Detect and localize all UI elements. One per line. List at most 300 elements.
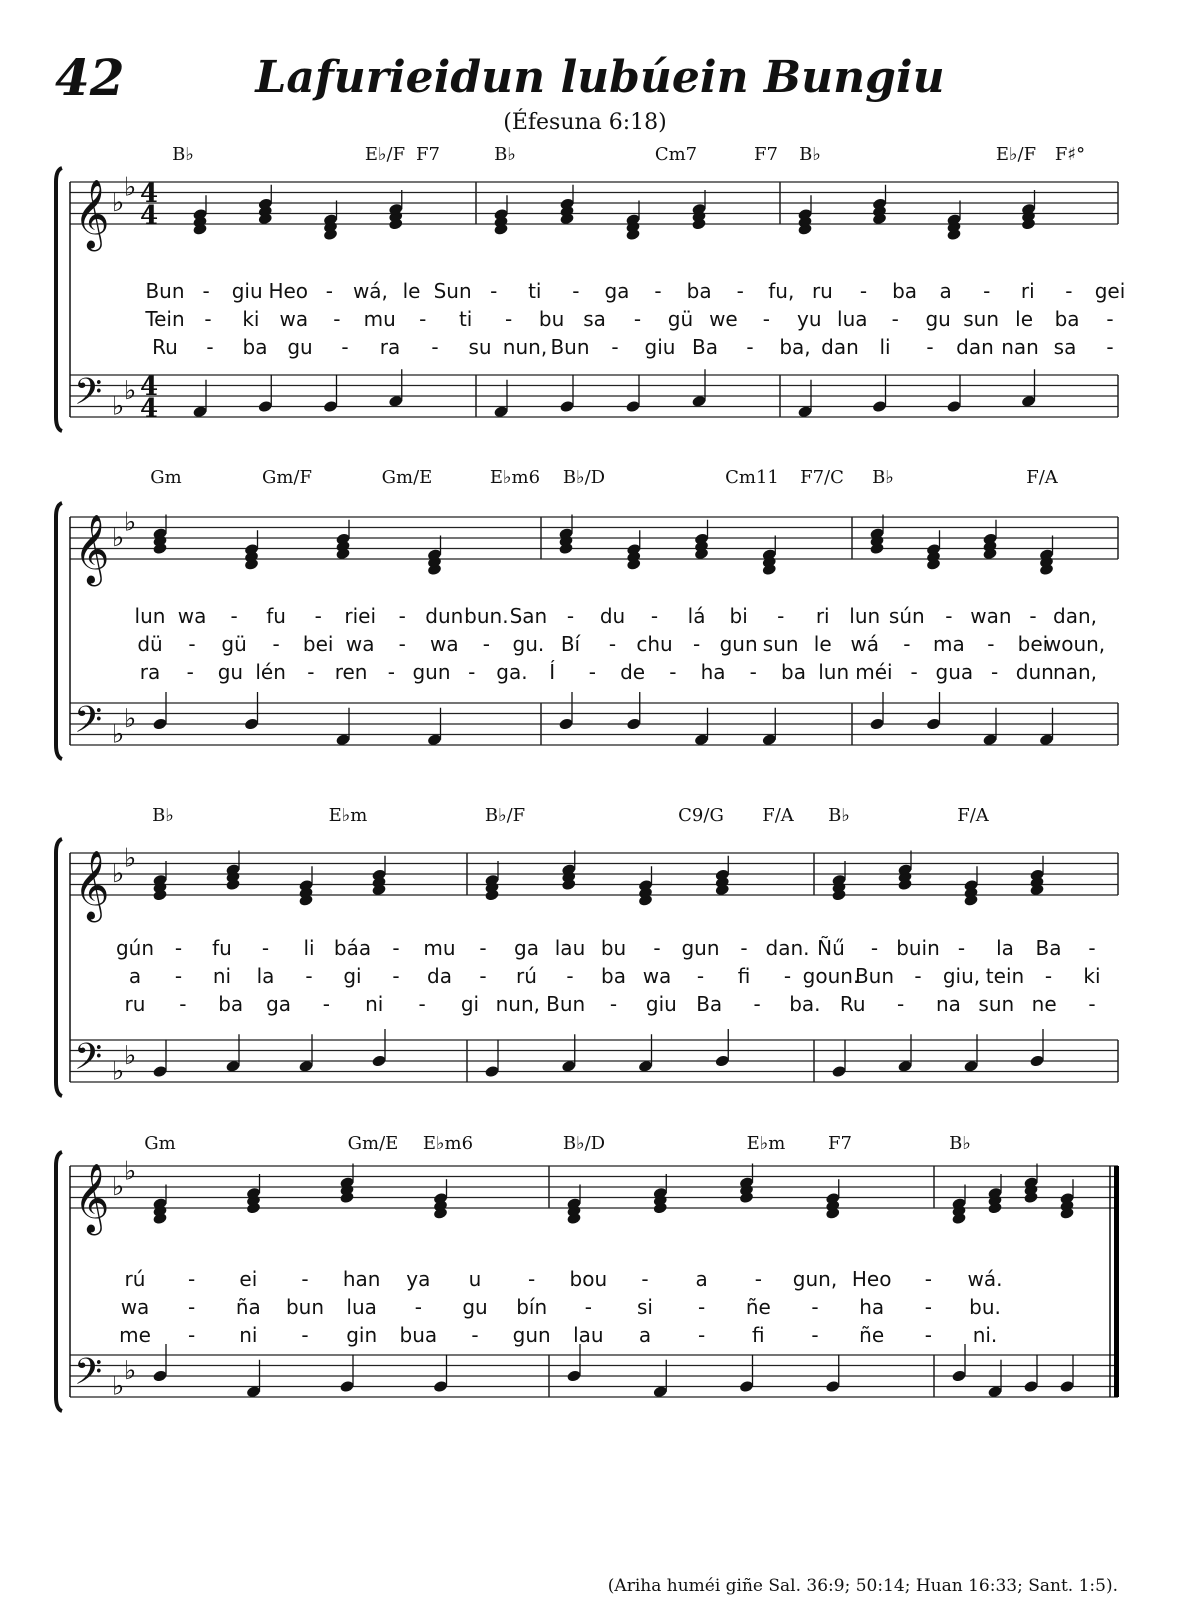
lyric-syllable: Sun — [433, 279, 472, 303]
lyric-syllable: ga — [604, 279, 630, 303]
chord-symbol: Gm/E — [347, 1133, 399, 1154]
lyric-hyphen: - — [608, 632, 617, 656]
chord-symbol: B♭ — [494, 144, 516, 165]
lyric-hyphen: - — [419, 307, 427, 331]
lyric-syllable: sun — [762, 632, 799, 656]
lyric-hyphen: - — [387, 660, 395, 684]
treble-clef: 𝄞 — [74, 850, 110, 920]
lyric-syllable: gu — [217, 660, 244, 684]
lyric-syllable: nun, — [502, 335, 548, 359]
key-flat: ♭ — [124, 1040, 137, 1071]
lyric-syllable: ñe — [745, 1295, 771, 1319]
chord-symbol: E♭/F — [995, 144, 1037, 165]
lyric-syllable: lun — [134, 604, 166, 628]
lyric-hyphen: - — [754, 1267, 762, 1291]
key-flat: ♭ — [124, 1355, 137, 1386]
lyric-hyphen: - — [611, 335, 619, 359]
key-flat: ♭ — [124, 1156, 137, 1187]
lyric-hyphen: - — [983, 279, 991, 303]
lyric-hyphen: - — [186, 660, 194, 684]
lyric-syllable: bu — [538, 307, 565, 331]
lyric-syllable: lua — [837, 307, 868, 331]
lyric-syllable: Ba — [1035, 936, 1062, 960]
chord-symbol: B♭/D — [562, 1133, 606, 1154]
lyric-hyphen: - — [188, 632, 196, 656]
lyric-syllable: lua — [346, 1295, 377, 1319]
lyric-syllable: Ñű — [817, 936, 845, 960]
lyric-syllable: ga — [266, 992, 292, 1016]
lyric-hyphen: - — [903, 632, 911, 656]
lyric-hyphen: - — [188, 1295, 196, 1319]
lyric-syllable: wa — [430, 632, 459, 656]
lyric-hyphen: - — [926, 335, 934, 359]
lyric-hyphen: - — [811, 1295, 819, 1319]
lyric-syllable: giu — [644, 335, 676, 359]
lyric-syllable: mu — [423, 936, 456, 960]
scripture-reference: (Éfesuna 6:18) — [503, 110, 667, 135]
chord-symbol: F/A — [762, 805, 794, 826]
lyric-syllable: fu, — [768, 279, 795, 303]
lyric-syllable: nan — [1001, 335, 1039, 359]
lyric-syllable: ri — [1020, 279, 1035, 303]
hymn-number: 42 — [55, 48, 125, 107]
lyric-syllable: we — [709, 307, 738, 331]
chord-symbol: Gm — [150, 467, 182, 488]
lyric-syllable: gun — [412, 660, 451, 684]
chord-symbol: B♭ — [172, 144, 194, 165]
lyric-syllable: wa — [177, 604, 207, 628]
lyric-hyphen: - — [431, 335, 439, 359]
lyric-hyphen: - — [736, 279, 744, 303]
lyric-hyphen: - — [272, 632, 280, 656]
lyric-syllable: wa — [345, 632, 375, 656]
lyric-syllable: sún — [888, 604, 925, 628]
lyric-hyphen: - — [261, 936, 270, 960]
chord-symbol: F7 — [828, 1133, 852, 1154]
lyric-syllable: goun. — [802, 964, 860, 988]
lyric-syllable: ra — [139, 660, 161, 684]
lyric-hyphen: - — [479, 936, 487, 960]
chord-symbol: F7 — [416, 144, 440, 165]
lyric-syllable: dü — [137, 632, 163, 656]
lyric-hyphen: - — [505, 307, 513, 331]
lyric-syllable: nan, — [1053, 660, 1097, 684]
lyric-syllable: ha — [859, 1295, 885, 1319]
lyric-syllable: Heo — [851, 1267, 892, 1291]
lyric-hyphen: - — [174, 936, 183, 960]
lyric-syllable: ni — [239, 1323, 258, 1347]
lyric-hyphen: - — [859, 279, 868, 303]
chord-symbol: E♭/F — [364, 144, 406, 165]
lyric-syllable: bou — [569, 1267, 608, 1291]
key-flat: ♭ — [112, 523, 125, 553]
lyric-syllable: bín — [516, 1295, 548, 1319]
lyric-hyphen: - — [392, 964, 400, 988]
lyric-syllable: ba — [686, 279, 712, 303]
key-flat: ♭ — [124, 507, 137, 538]
lyric-hyphen: - — [746, 335, 754, 359]
lyric-hyphen: - — [987, 632, 995, 656]
system-bracket — [56, 839, 62, 1096]
lyric-syllable: wa — [279, 307, 309, 331]
time-sig-top: 4 — [140, 372, 159, 402]
lyric-syllable: dun — [1015, 660, 1054, 684]
lyric-syllable: sun — [978, 992, 1015, 1016]
chord-symbol: Gm/E — [381, 467, 433, 488]
time-sig-top: 4 — [140, 179, 159, 209]
lyric-hyphen: - — [174, 964, 183, 988]
lyric-hyphen: - — [301, 1267, 309, 1291]
lyric-hyphen: - — [566, 604, 575, 628]
lyric-syllable: u — [468, 1267, 482, 1291]
lyric-syllable: ki — [242, 307, 260, 331]
key-flat: ♭ — [124, 703, 137, 734]
lyric-syllable: Ru — [839, 992, 866, 1016]
system-bracket — [56, 1152, 62, 1411]
lyric-hyphen: - — [633, 307, 642, 331]
chord-symbol: E♭m6 — [422, 1133, 474, 1154]
lyric-syllable: gun — [719, 632, 758, 656]
lyric-syllable: ri — [815, 604, 830, 628]
lyric-hyphen: - — [325, 279, 333, 303]
bass-clef: 𝄢 — [74, 371, 103, 422]
lyric-syllable: su — [468, 335, 492, 359]
lyric-syllable: ru — [811, 279, 833, 303]
lyric-hyphen: - — [924, 1267, 932, 1291]
key-flat: ♭ — [112, 719, 125, 750]
lyric-hyphen: - — [957, 936, 966, 960]
chord-symbol: Cm11 — [725, 467, 779, 488]
key-flat: ♭ — [124, 375, 137, 406]
lyric-syllable: lun — [818, 660, 850, 684]
lyric-syllable: lau — [573, 1323, 604, 1347]
lyric-syllable: nun, — [495, 992, 540, 1016]
lyric-syllable: ba — [218, 992, 244, 1016]
lyric-hyphen: - — [206, 335, 214, 359]
lyric-syllable: rú — [124, 1267, 146, 1291]
lyric-syllable: San — [509, 604, 548, 628]
lyric-syllable: sun — [963, 307, 1000, 331]
lyric-hyphen: - — [468, 660, 476, 684]
lyric-hyphen: - — [924, 1323, 932, 1347]
lyric-syllable: du — [599, 604, 626, 628]
lyric-hyphen: - — [1065, 279, 1073, 303]
lyric-syllable: li — [303, 936, 315, 960]
final-barline-thick — [1114, 1166, 1119, 1397]
lyric-syllable: na — [935, 992, 961, 1016]
lyric-syllable: bun. — [464, 604, 509, 628]
lyric-syllable: sa — [1053, 335, 1077, 359]
bass-clef: 𝄢 — [74, 699, 103, 750]
lyric-syllable: bu — [600, 936, 627, 960]
lyric-syllable: gua — [935, 660, 974, 684]
lyric-hyphen: - — [1106, 307, 1114, 331]
lyric-hyphen: - — [1106, 335, 1114, 359]
lyric-hyphen: - — [696, 964, 705, 988]
lyric-syllable: mu — [363, 307, 396, 331]
lyric-syllable: ga. — [496, 660, 528, 684]
lyric-syllable: la — [256, 964, 275, 988]
key-flat: ♭ — [112, 859, 125, 889]
system-bracket — [56, 503, 62, 759]
key-flat: ♭ — [112, 1056, 125, 1087]
lyric-syllable: riei — [344, 604, 377, 628]
lyric-hyphen: - — [482, 632, 490, 656]
lyric-syllable: fu — [212, 936, 232, 960]
lyric-syllable: dan — [821, 335, 859, 359]
lyric-syllable: tein — [985, 964, 1025, 988]
lyric-syllable: ba, — [779, 335, 811, 359]
chord-symbol: B♭ — [872, 467, 894, 488]
lyric-syllable: fi — [752, 1323, 765, 1347]
chord-symbol: F/A — [1026, 467, 1058, 488]
lyric-syllable: Ba — [696, 992, 723, 1016]
lyric-syllable: gun, — [792, 1267, 838, 1291]
lyric-syllable: ti — [528, 279, 542, 303]
lyric-syllable: ni. — [972, 1323, 998, 1347]
lyric-syllable: fu — [266, 604, 286, 628]
key-flat: ♭ — [124, 172, 137, 203]
lyric-syllable: Bun — [145, 279, 185, 303]
lyric-hyphen: - — [870, 936, 879, 960]
lyric-hyphen: - — [204, 307, 212, 331]
lyric-hyphen: - — [179, 992, 187, 1016]
lyric-hyphen: - — [301, 1323, 309, 1347]
lyric-hyphen: - — [305, 964, 313, 988]
lyric-hyphen: - — [910, 660, 918, 684]
lyric-syllable: buin — [896, 936, 940, 960]
lyric-syllable: li — [879, 335, 891, 359]
lyric-syllable: dan — [956, 335, 994, 359]
lyric-hyphen: - — [202, 279, 210, 303]
lyric-hyphen: - — [479, 964, 487, 988]
lyric-hyphen: - — [566, 964, 574, 988]
lyric-syllable: ren — [334, 660, 368, 684]
chord-symbol: E♭m6 — [489, 467, 541, 488]
lyric-syllable: wá, — [352, 279, 388, 303]
lyric-hyphen: - — [896, 992, 905, 1016]
lyric-syllable: Bun — [854, 964, 895, 988]
lyric-hyphen: - — [924, 1295, 932, 1319]
lyric-hyphen: - — [398, 604, 406, 628]
lyric-hyphen: - — [414, 1295, 422, 1319]
lyric-syllable: ba — [1054, 307, 1080, 331]
chord-symbol: B♭/D — [562, 467, 606, 488]
lyric-hyphen: - — [609, 992, 618, 1016]
system-bracket — [56, 168, 62, 431]
chord-symbol: E♭m — [328, 805, 368, 826]
lyric-hyphen: - — [891, 307, 899, 331]
lyric-syllable: a — [939, 279, 952, 303]
treble-clef: 𝄞 — [74, 514, 110, 584]
lyric-syllable: ni — [212, 964, 232, 988]
lyric-hyphen: - — [314, 604, 322, 628]
chord-symbol: B♭ — [152, 805, 174, 826]
lyric-hyphen: - — [341, 335, 349, 359]
chord-symbol: F7/C — [800, 467, 844, 488]
lyric-hyphen: - — [753, 992, 761, 1016]
lyric-syllable: a — [695, 1267, 708, 1291]
lyric-syllable: ba — [601, 964, 626, 988]
lyric-hyphen: - — [692, 632, 701, 656]
lyric-syllable: ba — [781, 660, 806, 684]
lyric-syllable: ei — [239, 1267, 258, 1291]
chord-symbol: B♭ — [949, 1133, 971, 1154]
lyric-hyphen: - — [588, 660, 597, 684]
lyric-hyphen: - — [322, 992, 331, 1016]
lyric-syllable: gún — [115, 936, 155, 960]
lyric-syllable: méi — [855, 660, 893, 684]
lyric-syllable: gin — [346, 1323, 378, 1347]
lyric-syllable: dun — [425, 604, 464, 628]
lyric-hyphen: - — [333, 307, 341, 331]
chord-symbol: C9/G — [678, 805, 724, 826]
lyric-syllable: dan. — [765, 936, 810, 960]
lyric-syllable: yu — [797, 307, 822, 331]
lyric-syllable: bun — [285, 1295, 325, 1319]
lyric-syllable: bi — [729, 604, 748, 628]
lyric-syllable: gi — [343, 964, 362, 988]
lyric-hyphen: - — [188, 1323, 196, 1347]
lyric-syllable: giu — [645, 992, 677, 1016]
chord-symbol: B♭ — [799, 144, 821, 165]
chord-symbol: F7 — [754, 144, 778, 165]
lyric-syllable: de — [620, 660, 646, 684]
lyric-syllable: Tein — [145, 307, 185, 331]
lyric-syllable: me — [119, 1323, 151, 1347]
lyric-hyphen: - — [654, 279, 662, 303]
lyric-hyphen: - — [740, 936, 748, 960]
chord-symbol: F♯° — [1054, 144, 1086, 165]
lyric-hyphen: - — [188, 1267, 196, 1291]
lyric-hyphen: - — [398, 632, 406, 656]
lyric-syllable: lén — [255, 660, 286, 684]
lyric-syllable: Heo — [268, 279, 309, 303]
lyric-syllable: gu. — [512, 632, 545, 656]
lyric-syllable: ni — [365, 992, 384, 1016]
chord-symbol: Gm/F — [261, 467, 313, 488]
lyric-syllable: gü — [221, 632, 247, 656]
lyric-hyphen: - — [749, 660, 757, 684]
chord-symbol: B♭/F — [484, 805, 526, 826]
lyric-syllable: sa — [583, 307, 606, 331]
lyric-syllable: ba — [242, 335, 268, 359]
lyric-syllable: ti — [458, 307, 473, 331]
lyric-syllable: wan — [970, 604, 1012, 628]
lyric-hyphen: - — [650, 604, 659, 628]
key-flat: ♭ — [112, 391, 125, 422]
lyric-syllable: ña — [235, 1295, 261, 1319]
lyric-syllable: woun, — [1044, 632, 1106, 656]
lyric-syllable: gi — [460, 992, 480, 1016]
lyric-syllable: ga — [514, 936, 539, 960]
lyric-syllable: ma — [932, 632, 965, 656]
lyric-syllable: a — [638, 1323, 652, 1347]
lyric-syllable: báa — [333, 936, 372, 960]
lyric-syllable: bei — [302, 632, 334, 656]
lyric-syllable: Bí — [560, 632, 581, 656]
lyric-syllable: lau — [554, 936, 586, 960]
lyric-syllable: le — [1015, 307, 1034, 331]
key-flat: ♭ — [112, 188, 125, 218]
lyric-hyphen: - — [914, 964, 922, 988]
lyric-syllable: wa — [120, 1295, 150, 1319]
lyric-hyphen: - — [762, 307, 770, 331]
lyric-hyphen: - — [641, 1267, 649, 1291]
chord-symbol: Cm7 — [654, 144, 698, 165]
lyric-syllable: ki — [1083, 964, 1101, 988]
lyric-hyphen: - — [698, 1323, 706, 1347]
bass-clef: 𝄢 — [74, 1351, 103, 1402]
lyric-syllable: gei — [1094, 279, 1126, 303]
lyric-hyphen: - — [783, 964, 792, 988]
lyric-hyphen: - — [653, 936, 661, 960]
lyric-hyphen: - — [811, 1323, 819, 1347]
lyric-syllable: la — [996, 936, 1014, 960]
lyric-hyphen: - — [307, 660, 315, 684]
lyric-syllable: wá. — [967, 1267, 1003, 1291]
lyric-syllable: Bun — [546, 992, 586, 1016]
time-sig-bottom: 4 — [140, 201, 159, 231]
lyric-hyphen: - — [490, 279, 498, 303]
chord-symbol: F/A — [957, 805, 989, 826]
hymn-title: Lafurieidun lubúein Bungiu — [255, 52, 945, 103]
lyric-syllable: le — [402, 279, 421, 303]
lyric-syllable: ñe — [859, 1323, 885, 1347]
bass-clef: 𝄢 — [74, 1036, 103, 1087]
lyric-hyphen: - — [669, 660, 677, 684]
key-flat: ♭ — [124, 843, 137, 874]
lyric-syllable: ha — [700, 660, 726, 684]
lyric-syllable: gü — [667, 307, 694, 331]
lyric-hyphen: - — [1029, 604, 1037, 628]
lyric-syllable: wá — [850, 632, 880, 656]
lyric-hyphen: - — [698, 1295, 706, 1319]
lyric-hyphen: - — [471, 1323, 479, 1347]
lyric-syllable: ru — [124, 992, 146, 1016]
lyric-syllable: gun — [681, 936, 720, 960]
key-flat: ♭ — [112, 1371, 125, 1402]
lyric-syllable: fi — [737, 964, 751, 988]
lyric-syllable: chu — [636, 632, 673, 656]
lyric-syllable: le — [813, 632, 832, 656]
lyric-syllable: gu — [462, 1295, 488, 1319]
lyric-hyphen: - — [418, 992, 426, 1016]
lyric-syllable: gu — [925, 307, 951, 331]
lyric-syllable: Ba — [692, 335, 718, 359]
lyric-hyphen: - — [1088, 992, 1096, 1016]
lyric-syllable: bei — [1017, 632, 1049, 656]
lyric-syllable: wa — [642, 964, 672, 988]
time-sig-bottom: 4 — [140, 394, 159, 424]
treble-clef: 𝄞 — [74, 179, 110, 249]
lyric-syllable: ra — [379, 335, 401, 359]
lyric-hyphen: - — [990, 660, 999, 684]
lyric-syllable: Bun — [550, 335, 590, 359]
lyric-hyphen: - — [230, 604, 238, 628]
lyric-syllable: da — [427, 964, 452, 988]
lyric-hyphen: - — [528, 1267, 536, 1291]
lyric-syllable: Í — [549, 660, 556, 684]
footer-references: (Ariha huméi giñe Sal. 36:9; 50:14; Huan 16:33; Sant. 1:5). — [607, 1576, 1118, 1596]
lyric-hyphen: - — [1044, 964, 1053, 988]
lyric-syllable: dan, — [1053, 604, 1097, 628]
lyric-syllable: Ru — [152, 335, 178, 359]
lyric-syllable: rú — [516, 964, 537, 988]
chord-symbol: E♭m — [746, 1133, 786, 1154]
treble-clef: 𝄞 — [74, 1163, 110, 1233]
lyric-hyphen: - — [945, 604, 953, 628]
